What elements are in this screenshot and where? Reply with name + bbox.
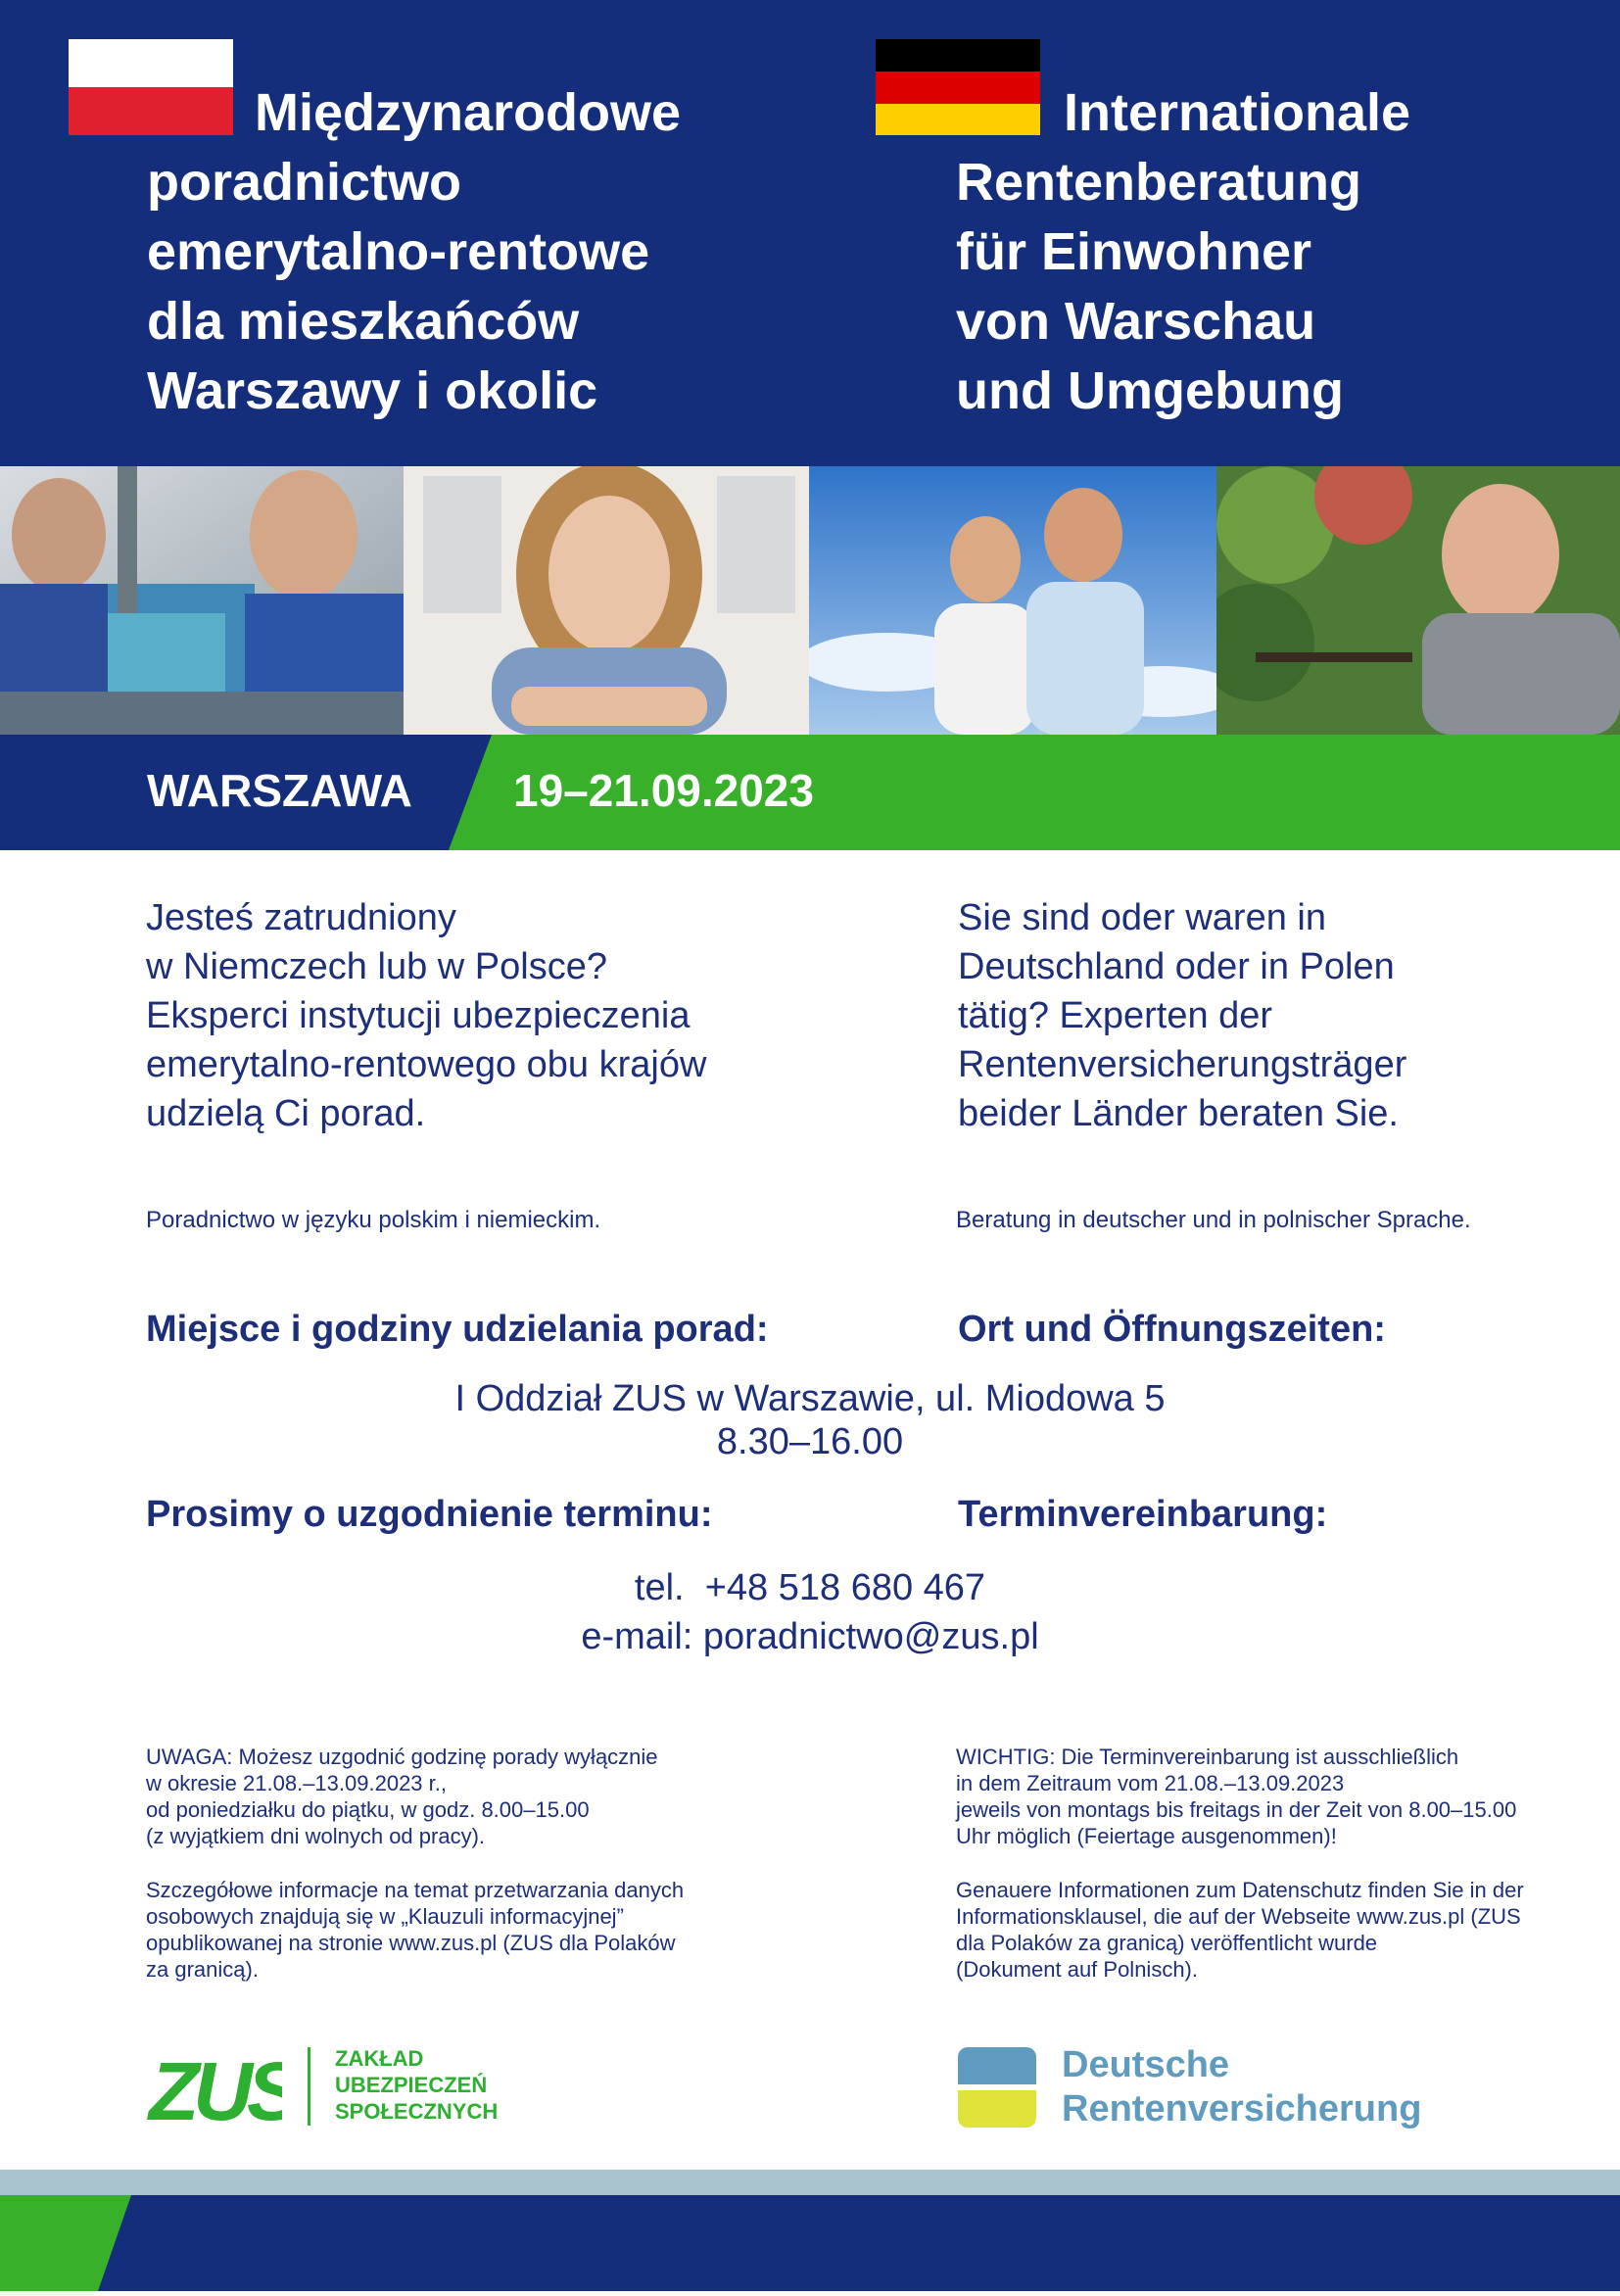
senior-couple-sky-photo — [809, 466, 1216, 735]
privacy-german: Genauere Informationen zum Datenschutz finden Sie in der Informationsklausel, die auf der Webseite www.zus.pl (ZUS dla Polaków za granicą) veröffentlicht wurde (Dokument auf Polnisch). — [956, 1878, 1524, 1982]
header-band — [0, 0, 1620, 466]
zus-logo-text: ZAKŁAD UBEZPIECZEŃ SPOŁECZNYCH — [335, 2046, 499, 2124]
drv-logo-text: Deutsche Rentenversicherung — [1062, 2044, 1422, 2129]
location-heading-german: Ort und Öffnungszeiten: — [958, 1309, 1386, 1350]
warning-german: WICHTIG: Die Terminvereinbarung ist ausschließlich in dem Zeitraum vom 21.08.–13.09.2023 jeweils von montags bis freitags in der Zeit von 8.00–15.00 Uhr möglich (Feiertage ausgenommen)! — [956, 1745, 1517, 1848]
contact-details — [0, 1563, 1620, 1661]
workshop-apprentice-photo — [0, 466, 404, 735]
smiling-woman-photo — [404, 466, 809, 735]
german-title: Internationale Rentenberatung für Einwohner von Warschau und Umgebung — [956, 83, 1411, 420]
location-details — [0, 1377, 1620, 1463]
appointment-heading-polish: Prosimy o uzgodnienie terminu: — [146, 1494, 713, 1535]
privacy-polish: Szczegółowe informacje na temat przetwarzania danych osobowych znajdują się w „Klauzuli informacyjnej” opublikowanej na stronie www.zus.pl (ZUS dla Polaków za granicą). — [146, 1878, 685, 1982]
svg-text:ZUS: ZUS — [149, 2045, 282, 2129]
zus-logo-divider — [308, 2047, 310, 2126]
intro-polish: Jesteś zatrudniony w Niemczech lub w Polsce? Eksperci instytucji ubezpieczenia emerytalno-rentowego obu krajów udzielą Ci porad. — [146, 897, 707, 1134]
intro-german: Sie sind oder waren in Deutschland oder in Polen tätig? Experten der Rentenversicherungsträger beider Länder beraten Sie. — [958, 897, 1407, 1134]
city-label: WARSZAWA — [147, 765, 412, 816]
warning-polish: UWAGA: Możesz uzgodnić godzinę porady wyłącznie w okresie 21.08.–13.09.2023 r., od poniedziałku do piątku, w godz. 8.00–15.00 (z wyjątkiem dni wolnych od pracy). — [146, 1745, 658, 1848]
drv-logo-icon — [958, 2047, 1036, 2129]
address: I Oddział ZUS w Warszawie, ul. Miodowa 5 — [454, 1378, 1166, 1419]
photo-strip — [0, 466, 1620, 735]
zus-logo-mark — [145, 2045, 282, 2129]
phone-number[interactable]: tel. +48 518 680 467 — [634, 1567, 986, 1608]
polish-title: Międzynarodowe poradnictwo emerytalno-rentowe dla mieszkańców Warszawy i okolic — [147, 83, 682, 420]
event-dates: 19–21.09.2023 — [513, 765, 814, 816]
event-banner — [0, 735, 1620, 850]
language-note-polish: Poradnictwo w języku polskim i niemieckim. — [146, 1207, 601, 1233]
email-address[interactable]: e-mail: poradnictwo@zus.pl — [581, 1616, 1039, 1657]
senior-man-garden-photo — [1216, 466, 1620, 735]
language-note-german: Beratung in deutscher und in polnischer Sprache. — [956, 1207, 1471, 1233]
location-heading-polish: Miejsce i godziny udzielania porad: — [146, 1309, 769, 1350]
opening-hours: 8.30–16.00 — [716, 1421, 904, 1462]
appointment-heading-german: Terminvereinbarung: — [958, 1494, 1328, 1535]
footer-stripes — [0, 2170, 1620, 2291]
